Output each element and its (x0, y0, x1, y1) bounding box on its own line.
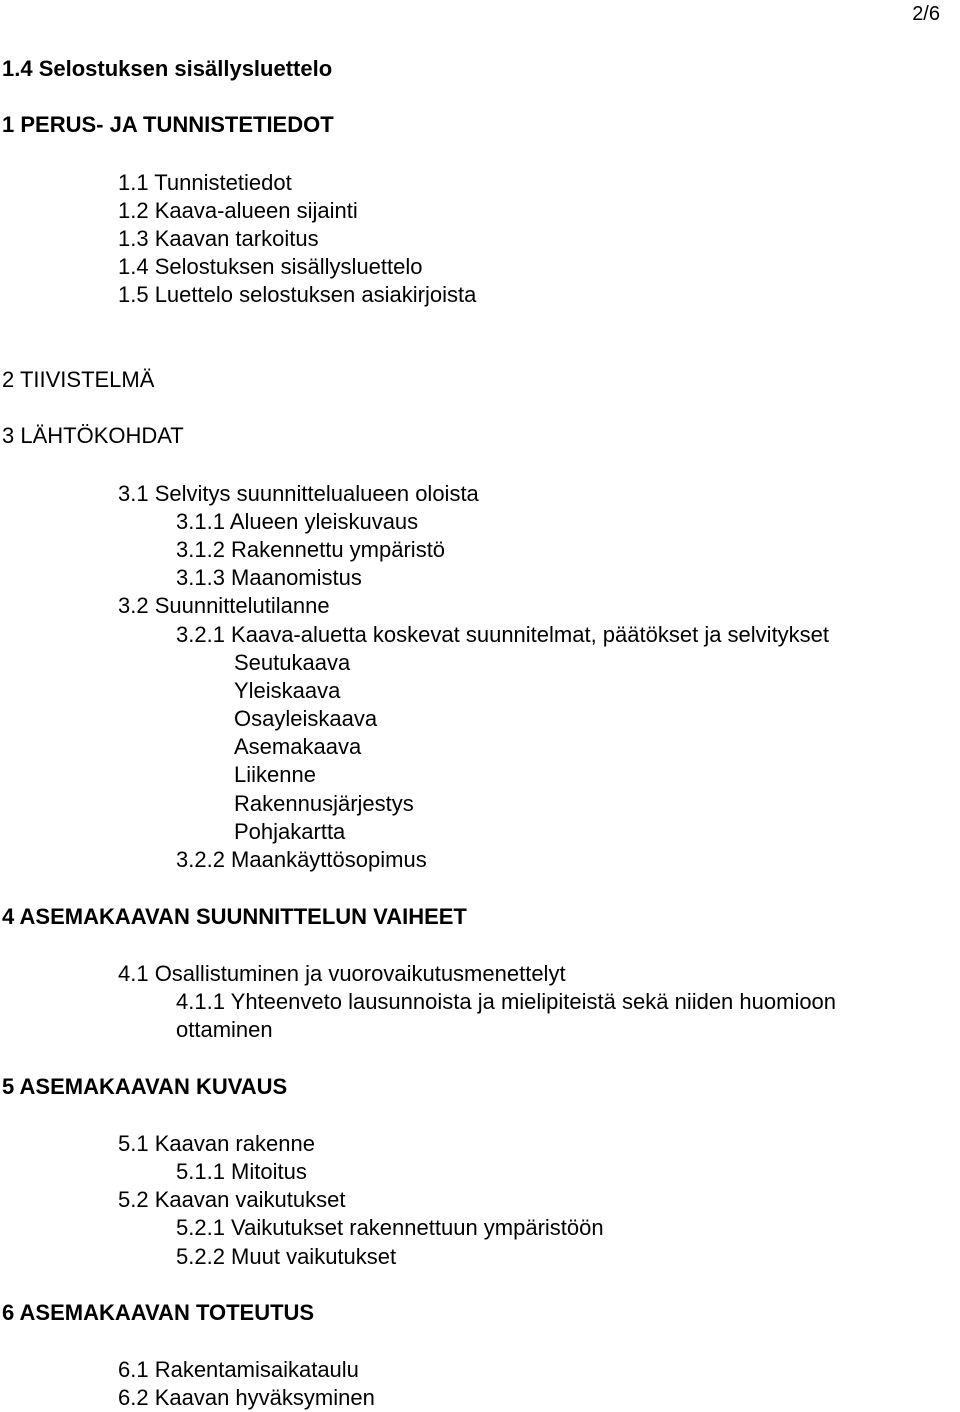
toc-heading-2: 2 TIIVISTELMÄ (2, 367, 155, 392)
toc-item-1-4: 1.4 Selostuksen sisällysluettelo (118, 254, 423, 279)
toc-item-6-1: 6.1 Rakentamisaikataulu (118, 1357, 359, 1382)
toc-heading-1: 1 PERUS- JA TUNNISTETIEDOT (2, 112, 334, 137)
toc-item-6-2: 6.2 Kaavan hyväksyminen (118, 1385, 375, 1410)
toc-item-3-2: 3.2 Suunnittelutilanne (118, 593, 330, 618)
toc-item-5-2-2: 5.2.2 Muut vaikutukset (176, 1244, 397, 1269)
toc-item-5-1: 5.1 Kaavan rakenne (118, 1131, 315, 1156)
toc-item-3-2-1: 3.2.1 Kaava-aluetta koskevat suunnitelmat, päätökset ja selvitykset (176, 622, 830, 647)
toc-item-4-1-1-continued: ottaminen (176, 1017, 273, 1042)
page-number: 2/6 (912, 3, 940, 25)
toc-item-1-5: 1.5 Luettelo selostuksen asiakirjoista (118, 282, 477, 307)
toc-item-3-1: 3.1 Selvitys suunnittelualueen oloista (118, 481, 479, 506)
toc-item-4-1: 4.1 Osallistuminen ja vuorovaikutusmenettelyt (118, 961, 566, 986)
section-title: 1.4 Selostuksen sisällysluettelo (2, 56, 333, 81)
toc-heading-3: 3 LÄHTÖKOHDAT (2, 423, 184, 448)
toc-item-5-1-1: 5.1.1 Mitoitus (176, 1159, 307, 1184)
toc-item-pohjakartta: Pohjakartta (234, 819, 346, 844)
toc-item-3-1-3: 3.1.3 Maanomistus (176, 565, 362, 590)
toc-item-liikenne: Liikenne (234, 762, 316, 787)
toc-item-osayleiskaava: Osayleiskaava (234, 706, 378, 731)
toc-item-1-2: 1.2 Kaava-alueen sijainti (118, 198, 358, 223)
toc-item-3-2-2: 3.2.2 Maankäyttösopimus (176, 847, 427, 872)
toc-item-1-3: 1.3 Kaavan tarkoitus (118, 226, 319, 251)
toc-item-asemakaava: Asemakaava (234, 734, 362, 759)
toc-item-3-1-2: 3.1.2 Rakennettu ympäristö (176, 537, 446, 562)
toc-item-5-2-1: 5.2.1 Vaikutukset rakennettuun ympäristöön (176, 1215, 604, 1240)
toc-item-1-1: 1.1 Tunnistetiedot (118, 170, 292, 195)
toc-item-5-2: 5.2 Kaavan vaikutukset (118, 1187, 346, 1212)
toc-item-seutukaava: Seutukaava (234, 650, 351, 675)
toc-item-yleiskaava: Yleiskaava (234, 678, 341, 703)
toc-item-rakennusjarjestys: Rakennusjärjestys (234, 791, 414, 816)
toc-heading-5: 5 ASEMAKAAVAN KUVAUS (2, 1074, 288, 1099)
toc-heading-4: 4 ASEMAKAAVAN SUUNNITTELUN VAIHEET (2, 904, 467, 929)
toc-heading-6: 6 ASEMAKAAVAN TOTEUTUS (2, 1300, 315, 1325)
toc-item-4-1-1: 4.1.1 Yhteenveto lausunnoista ja mielipiteistä sekä niiden huomioon (176, 989, 837, 1014)
toc-item-3-1-1: 3.1.1 Alueen yleiskuvaus (176, 509, 419, 534)
